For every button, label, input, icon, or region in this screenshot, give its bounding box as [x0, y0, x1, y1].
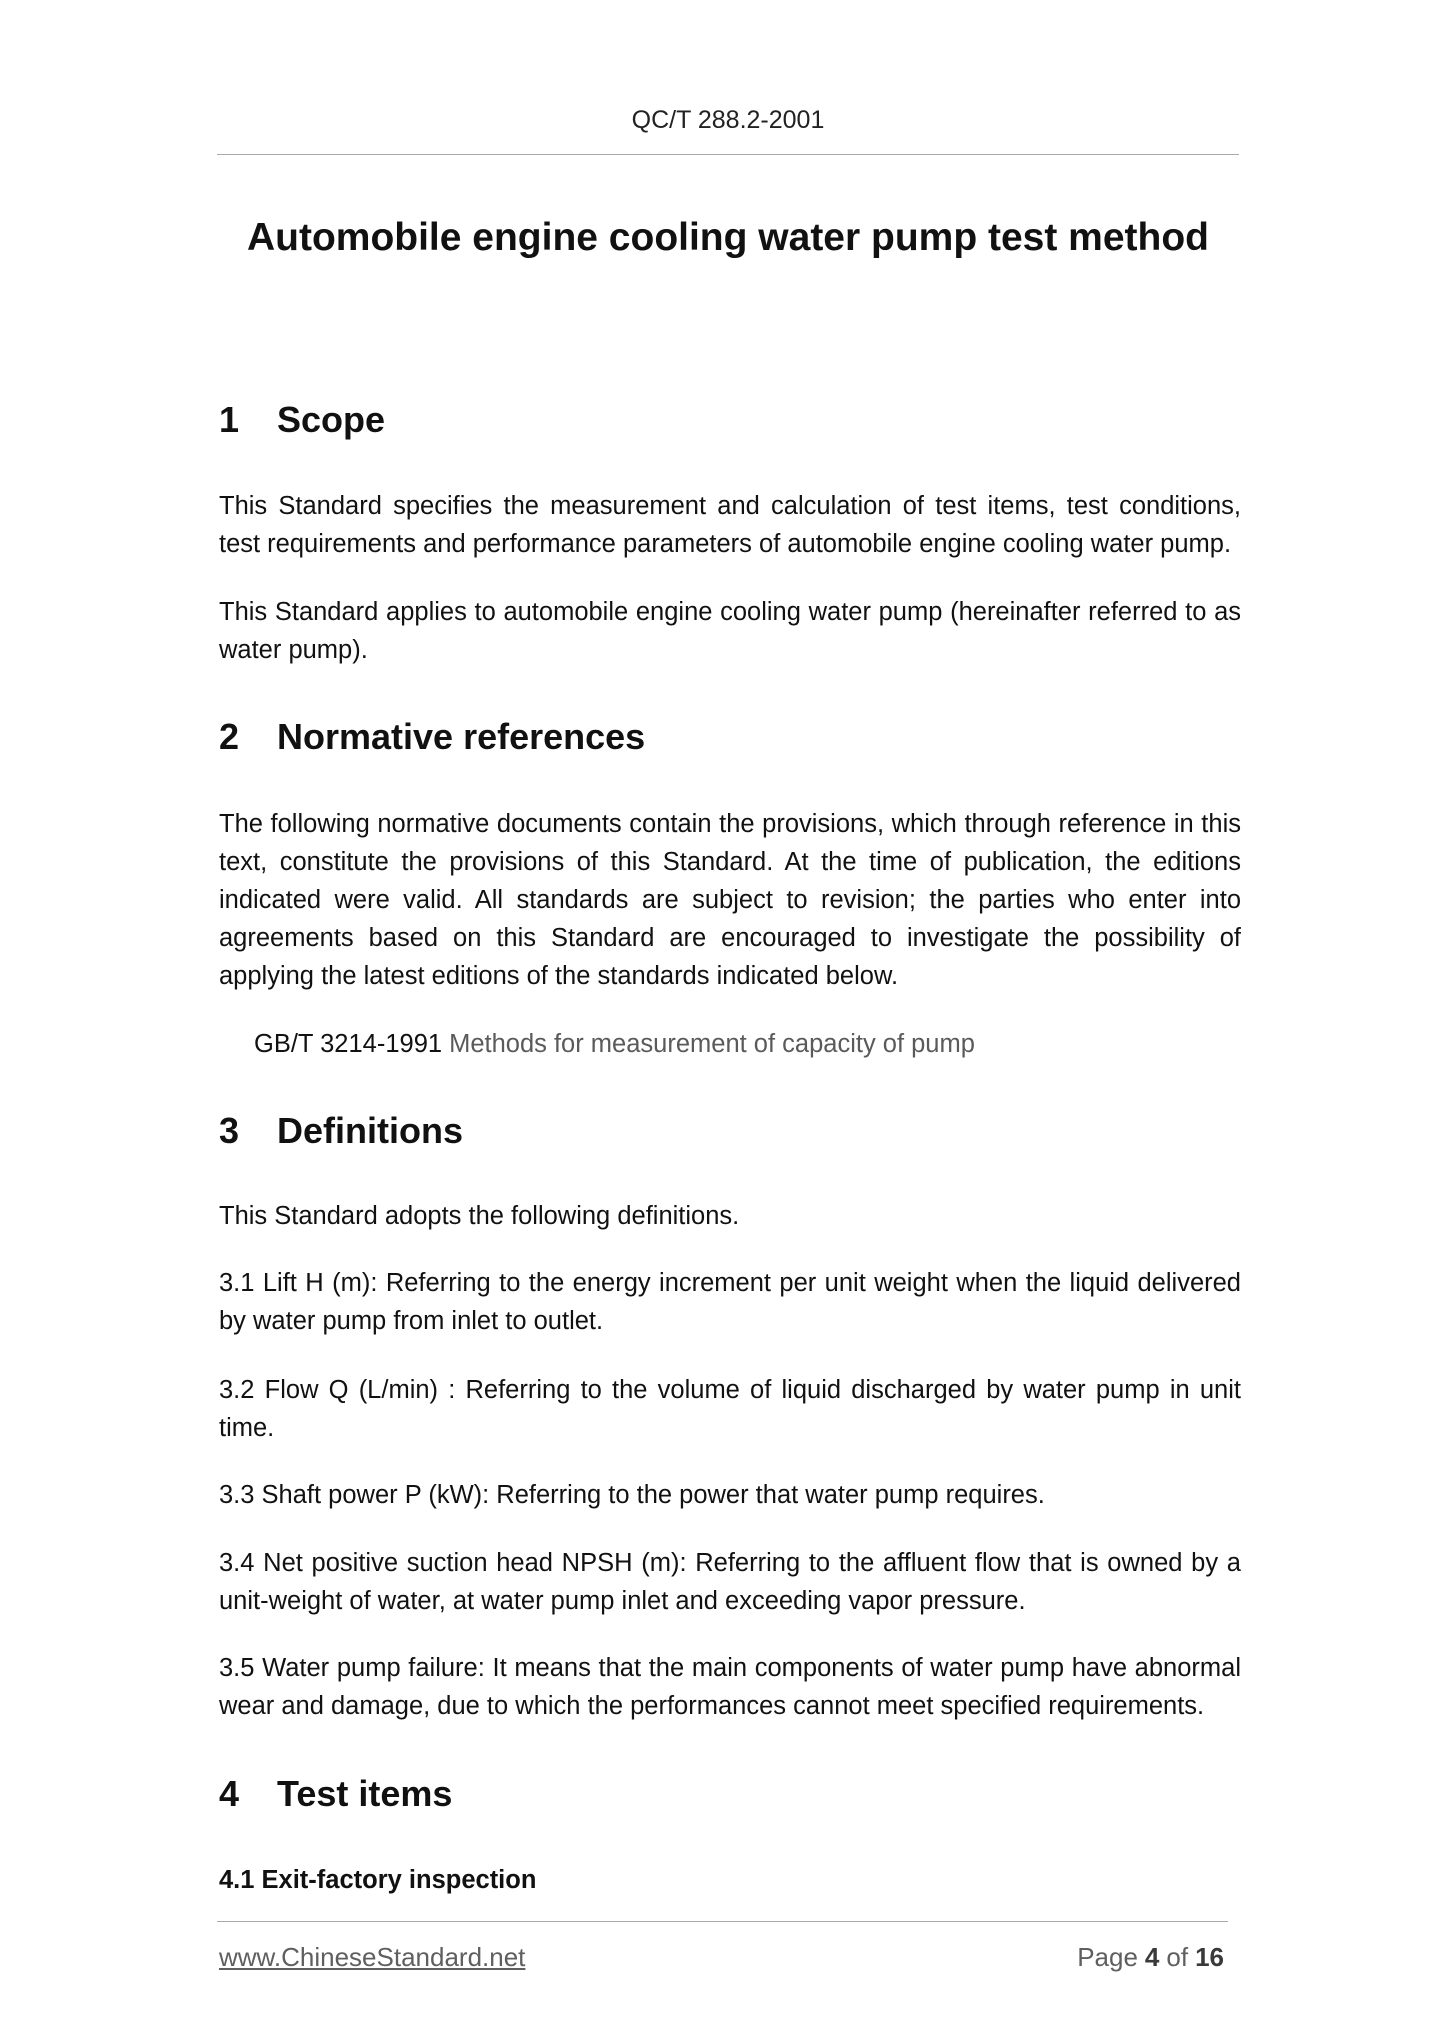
reference-item: [254, 1025, 975, 1063]
reference-code: GB/T 3214-1991: [254, 1030, 443, 1058]
section-number: 2: [219, 716, 240, 757]
header-rule: [217, 154, 1239, 155]
section-number: 3: [219, 1110, 240, 1151]
definition-item: 3.3 Shaft power P (kW): Referring to the power that water pump requires.: [219, 1481, 1045, 1509]
section-heading-scope: [219, 398, 385, 442]
section-title: Scope: [277, 399, 386, 440]
definition-item: 3.4 Net positive suction head NPSH (m): Referring to the affluent flow that is owned by a unit-weight of water, at water pump inlet and exceeding vapor pressure.: [219, 1549, 1241, 1615]
section-heading-normative-references: [219, 715, 645, 759]
definition-item: 3.1 Lift H (m): Referring to the energy increment per unit weight when the liquid delivered by water pump from inlet to outlet.: [219, 1269, 1241, 1335]
page-indicator: [1077, 1940, 1224, 1974]
paragraph: This Standard specifies the measurement and calculation of test items, test conditions, test requirements and performance parameters of automobile engine cooling water pump.: [219, 492, 1241, 558]
section-title: Definitions: [277, 1110, 463, 1151]
reference-title: Methods for measurement of capacity of pump: [449, 1030, 975, 1058]
paragraph: The following normative documents contain the provisions, which through reference in this text, constitute the provisions of this Standard. At the time of publication, the editions indicated were valid. All standards are subject to revision; the parties who enter into agreements based on this Standard are encouraged to investigate the possibility of applying the latest editions of the standards indicated below.: [219, 810, 1241, 990]
document-code: QC/T 288.2-2001: [631, 106, 825, 134]
section-title: Normative references: [277, 716, 646, 757]
section-heading-test-items: [219, 1772, 452, 1816]
definition-item: 3.2 Flow Q (L/min) : Referring to the volume of liquid discharged by water pump in unit time.: [219, 1376, 1241, 1442]
paragraph: This Standard applies to automobile engine cooling water pump (hereinafter referred to as water pump).: [219, 598, 1241, 664]
footer-site-link[interactable]: www.ChineseStandard.net: [219, 1942, 526, 1972]
section-title: Test items: [277, 1773, 453, 1814]
document-title: Automobile engine cooling water pump test method: [246, 216, 1210, 259]
section-number: 4: [219, 1773, 240, 1814]
page-current: 4: [1144, 1942, 1160, 1972]
page-total: 16: [1195, 1942, 1224, 1972]
section-number: 1: [219, 399, 240, 440]
section-heading-definitions: [219, 1109, 463, 1153]
paragraph: This Standard adopts the following definitions.: [219, 1202, 740, 1230]
definition-item: 3.5 Water pump failure: It means that the main components of water pump have abnormal wear and damage, due to which the performances cannot meet specified requirements.: [219, 1654, 1241, 1720]
subsection-heading: 4.1 Exit-factory inspection: [219, 1866, 537, 1894]
page-label: Page: [1077, 1942, 1138, 1972]
page-of-label: of: [1166, 1942, 1189, 1972]
footer-rule: [217, 1921, 1228, 1922]
